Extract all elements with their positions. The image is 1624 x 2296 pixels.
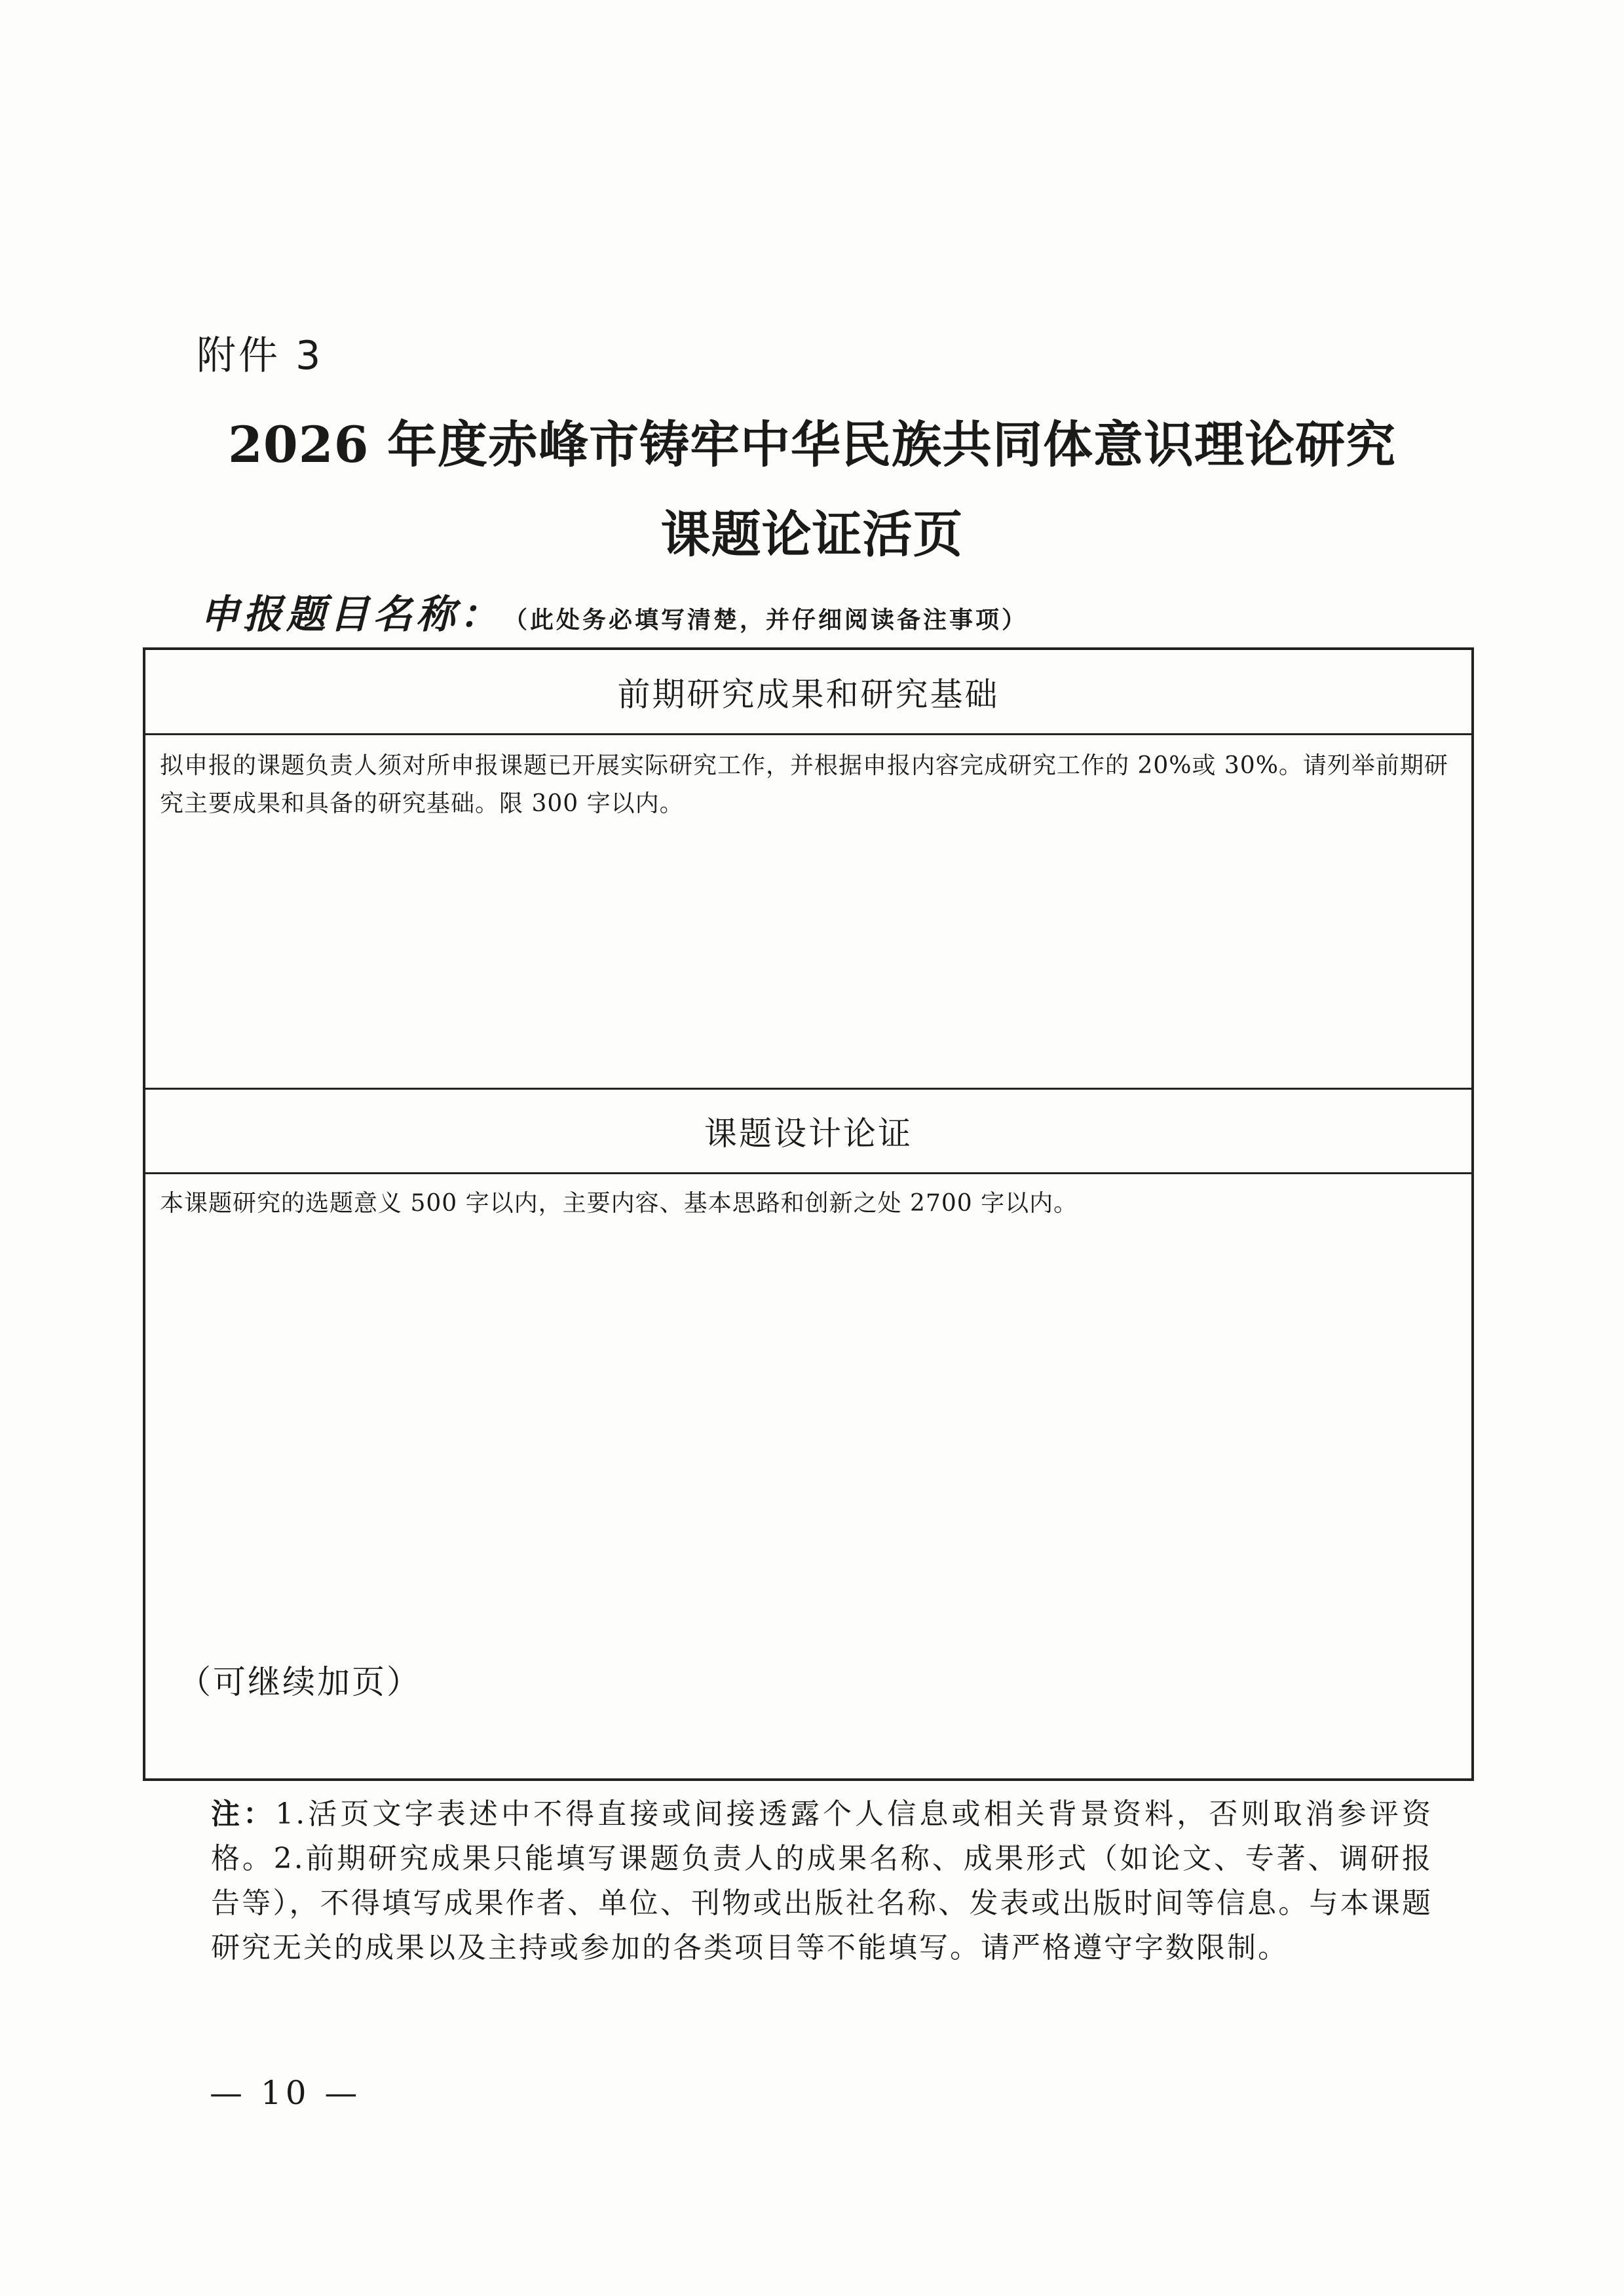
prior-heading-divider: [145, 733, 1471, 735]
design-argument-instruction: 本课题研究的选题意义 500 字以内，主要内容、基本思路和创新之处 2700 字以内。: [160, 1190, 1078, 1217]
topic-name-note: （此处务必填写清楚，并仔细阅读备注事项）: [516, 607, 1029, 634]
prior-research-heading: 前期研究成果和研究基础: [617, 676, 1000, 714]
continue-page-note: （可继续加页）: [178, 1663, 421, 1701]
design-heading-divider: [145, 1172, 1471, 1174]
argument-form-table: [143, 647, 1474, 1781]
footnotes: [211, 1792, 1433, 1970]
page-number: — 10 —: [210, 2074, 362, 2112]
attachment-label: 附件 3: [197, 333, 324, 379]
document-title-line-1: 2026 年度赤峰市铸牢中华民族共同体意识理论研究: [228, 415, 1396, 474]
design-argument-heading: 课题设计论证: [704, 1115, 913, 1153]
footnotes-text: 1.活页文字表述中不得直接或间接透露个人信息或相关背景资料，否则取消参评资格。2.前期研究成果只能填写课题负责人的成果名称、成果形式（如论文、专著、调研报告等），不得填写成果作者、单位、刊物或出版社名称、发表或出版时间等信息。与本课题研究无关的成果以及主持或参加的各类项目等不能填写。请严格遵守字数限制。: [211, 1797, 1433, 1964]
prior-research-instruction: 拟申报的课题负责人须对所申报课题已开展实际研究工作，并根据申报内容完成研究工作的 20%或 30%。请列举前期研究主要成果和具备的研究基础。限 300 字以内。: [160, 752, 1448, 817]
topic-name-label: 申报题目名称：: [200, 592, 502, 638]
document-title-line-2: 课题论证活页: [660, 505, 964, 564]
topic-name-row: [200, 583, 1028, 640]
section-divider: [145, 1088, 1471, 1090]
footnotes-label: 注：: [211, 1797, 276, 1831]
